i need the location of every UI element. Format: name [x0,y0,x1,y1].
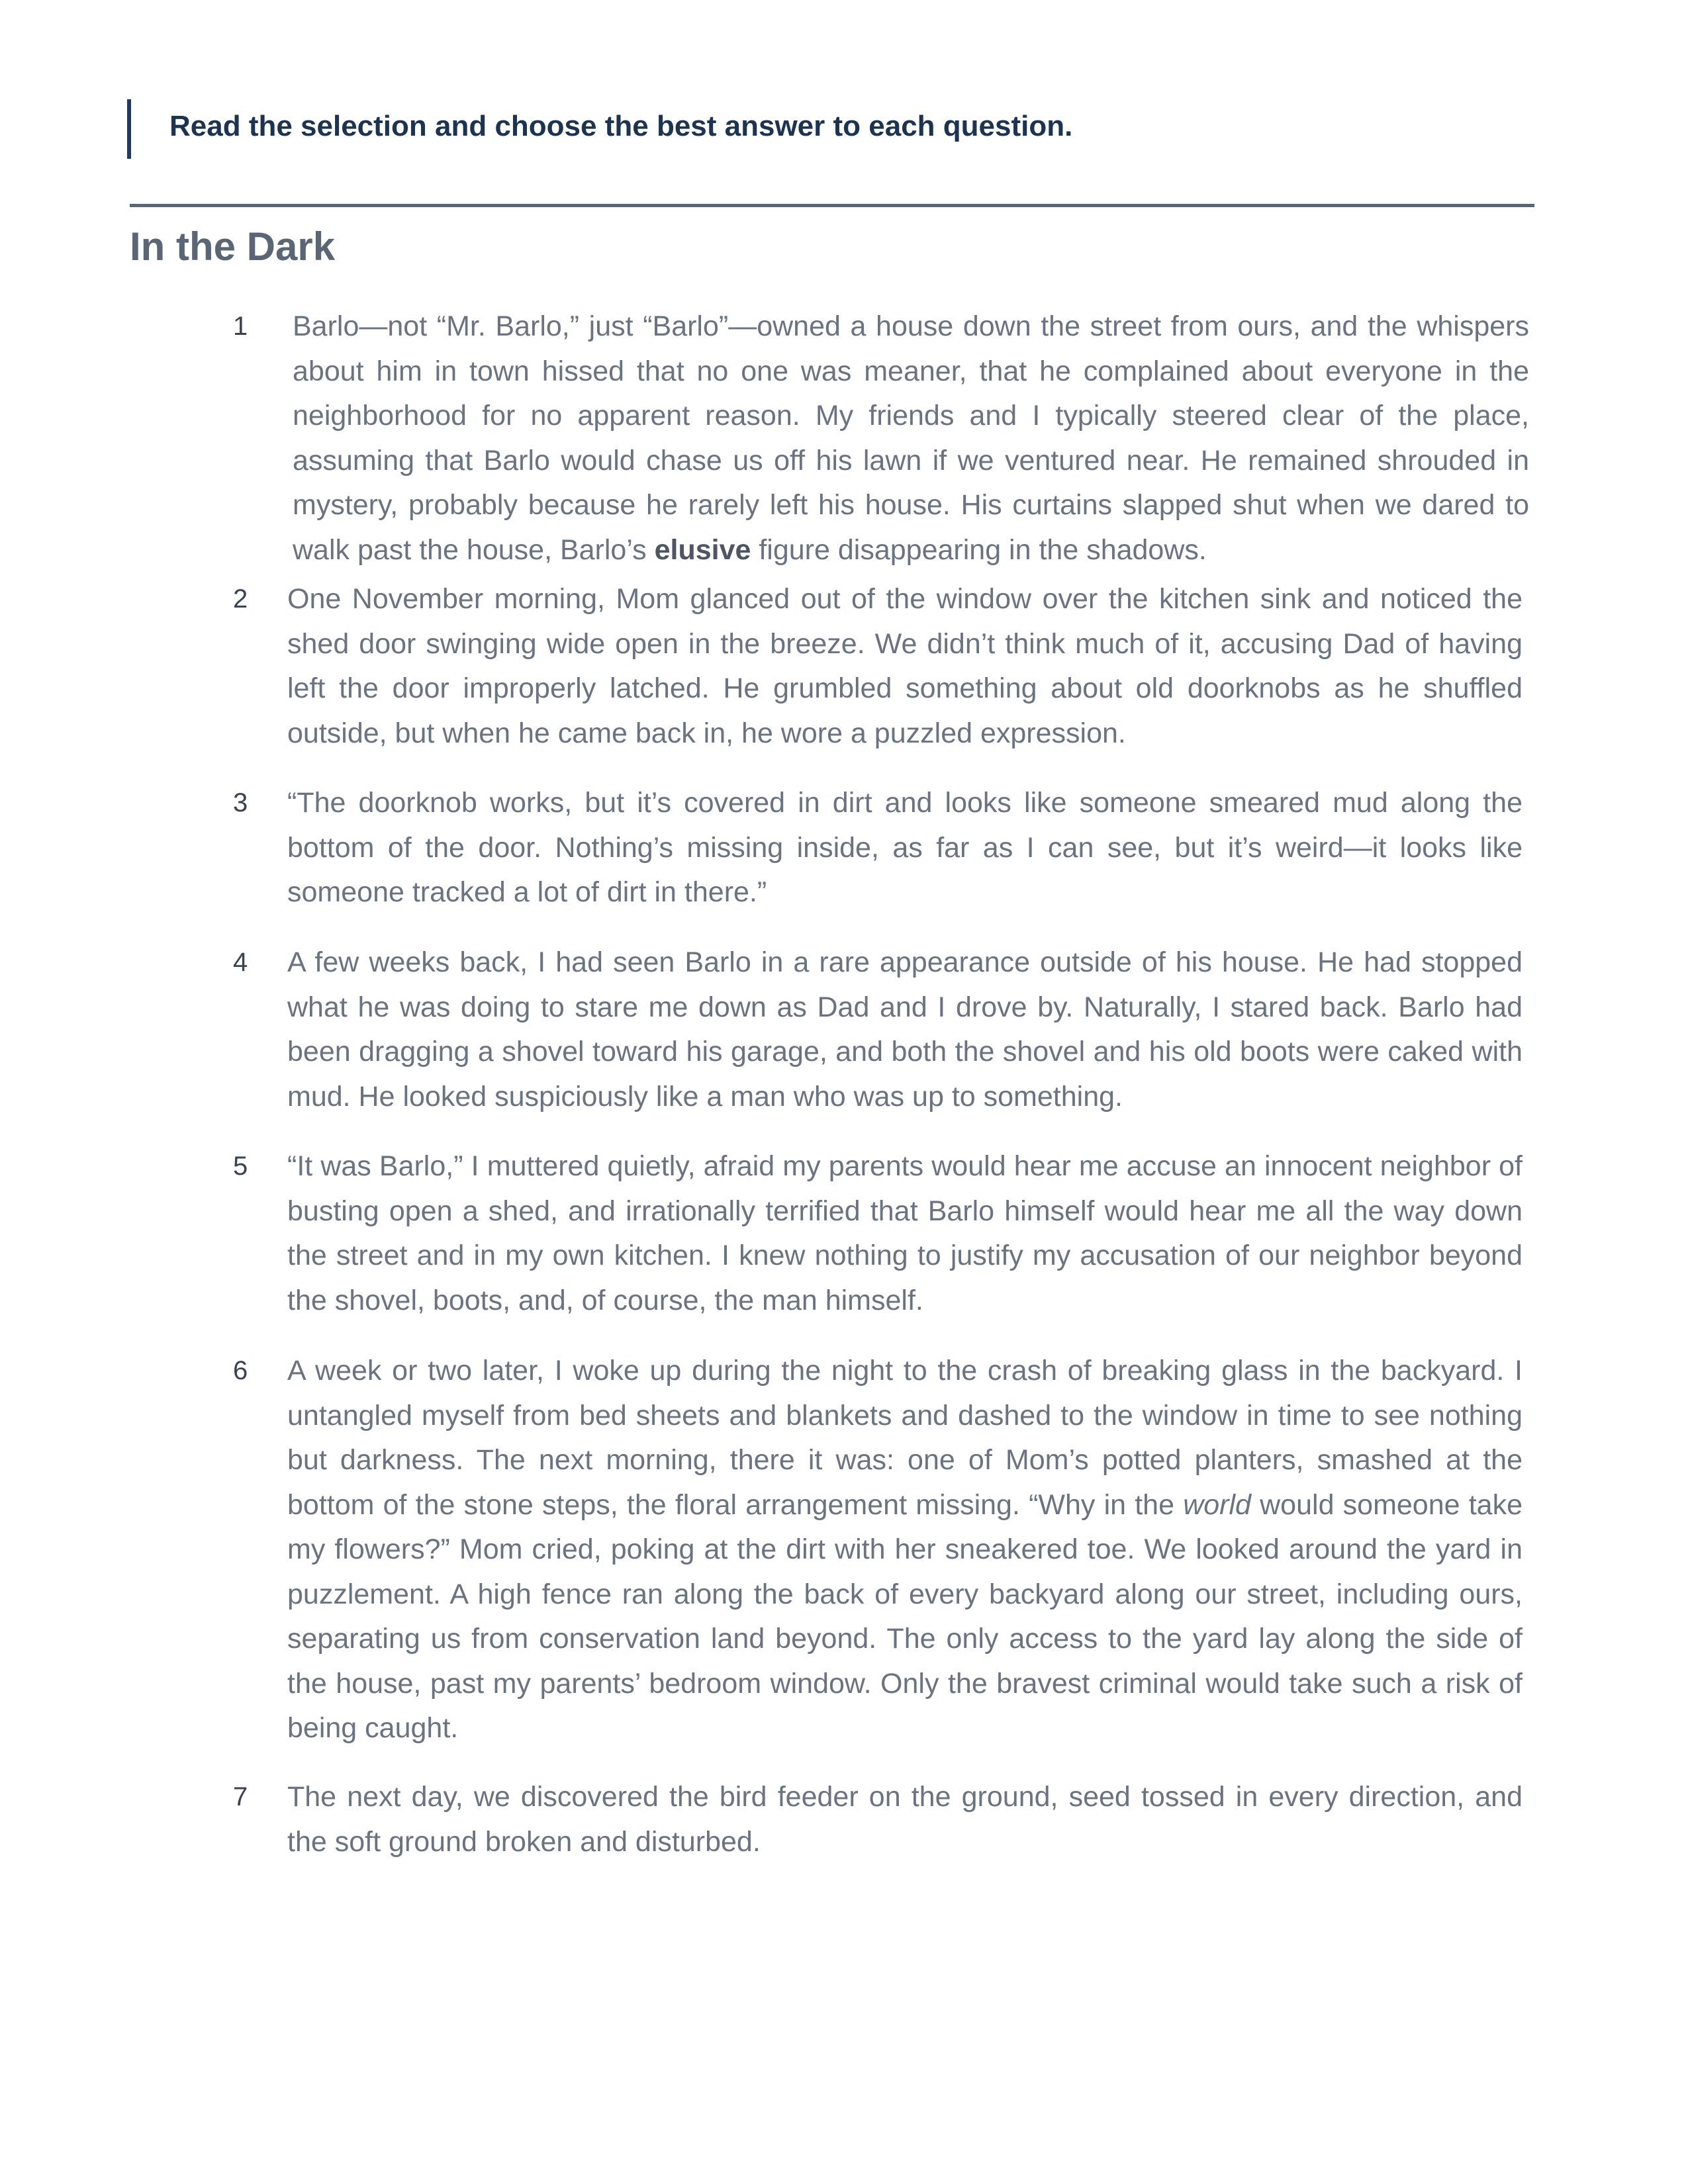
paragraph-text: “The doorknob works, but it’s covered in dirt and looks like someone smeared mud along the bottom of the door. Nothing’s missing inside, as far as I can see, but it’s weird—it looks like someone tracked a lot of dirt in there.” [287,787,1523,908]
paragraph-number: 3 [233,788,248,817]
instruction-text: Read the selection and choose the best answer to each question. [169,110,1073,142]
emphasized-word: world [1183,1488,1251,1521]
passage-title: In the Dark [130,224,336,269]
paragraph-number: 1 [233,312,248,341]
title-divider [130,204,1534,207]
paragraph-text: Barlo—not “Mr. Barlo,” just “Barlo”—owned a house down the street from ours, and the whispers about him in town hissed that no one was meaner, that he complained about everyone in the neighborhood for no apparent reason. My friends and I typically steered clear of the place, assuming that Barlo would chase us off his lawn if we ventured near. He remained shrouded in mystery, probably because he rarely left his house. His curtains slapped shut when we dared to walk past the house, Barlo’s elusive figure disappearing in the shadows. [293,310,1529,566]
paragraph-text: “It was Barlo,” I muttered quietly, afraid my parents would hear me accuse an innocent neighbor of busting open a shed, and irrationally terrified that Barlo himself would hear me all the way down the street and in my own kitchen. I knew nothing to justify my accusation of our neighbor beyond the shovel, boots, and, of course, the man himself. [287,1150,1523,1316]
paragraph-text: The next day, we discovered the bird feeder on the ground, seed tossed in every direction, and the soft ground broken and disturbed. [287,1781,1523,1858]
paragraph-number: 2 [233,584,248,614]
paragraph-number: 4 [233,948,248,977]
paragraph-number: 7 [233,1782,248,1811]
paragraph-text: One November morning, Mom glanced out of the window over the kitchen sink and noticed the shed door swinging wide open in the breeze. We didn’t think much of it, accusing Dad of having left the door improperly latched. He grumbled something about old doorknobs as he shuffled outside, but when he came back in, he wore a puzzled expression. [287,583,1523,749]
instruction-accent-bar [127,99,131,159]
paragraph-text: A few weeks back, I had seen Barlo in a rare appearance outside of his house. He had stopped what he was doing to stare me down as Dad and I drove by. Naturally, I stared back. Barlo had been dragging a shovel toward his garage, and both the shovel and his old boots were caked with mud. He looked suspiciously like a man who was up to something. [287,946,1523,1113]
paragraph-number: 6 [233,1356,248,1385]
vocabulary-word: elusive [654,533,751,566]
paragraph-number: 5 [233,1152,248,1181]
paragraph-text: A week or two later, I woke up during the night to the crash of breaking glass in the backyard. I untangled myself from bed sheets and blankets and dashed to the window in time to see nothing but darkness. The next morning, there it was: one of Mom’s potted planters, smashed at the bottom of the stone steps, the floral arrangement missing. “Why in the world would someone take my flowers?” Mom cried, poking at the dirt with her sneakered toe. We looked around the yard in puzzlement. A high fence ran along the back of every backyard along our street, including ours, separating us from conservation land beyond. The only access to the yard lay along the side of the house, past my parents’ bedroom window. Only the bravest criminal would take such a risk of being caught. [287,1355,1523,1744]
